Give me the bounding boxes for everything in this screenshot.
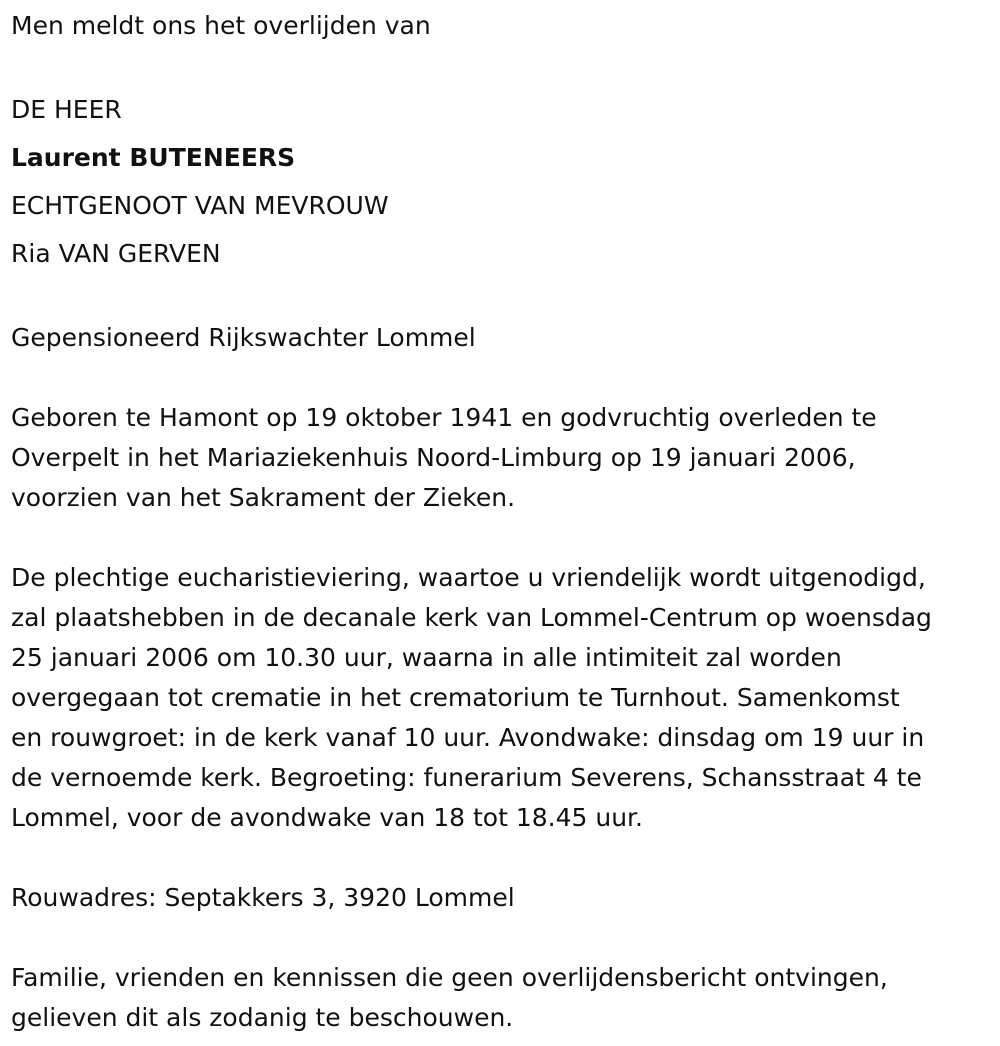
ceremony-paragraph	[11, 558, 996, 838]
ceremony-line: overgegaan tot crematie in het crematorium te Turnhout. Samenkomst	[11, 683, 900, 712]
birth-death-line: Overpelt in het Mariaziekenhuis Noord-Limburg op 19 januari 2006,	[11, 443, 856, 472]
intro-paragraph	[11, 6, 996, 46]
closing-line: gelieven dit als zodanig te beschouwen.	[11, 1003, 514, 1032]
birth-death-paragraph	[11, 398, 996, 518]
ceremony-line: zal plaatshebben in de decanale kerk van Lommel-Centrum op woensdag	[11, 603, 932, 632]
intro-text: Men meldt ons het overlijden van	[11, 11, 431, 40]
spacer	[11, 838, 996, 878]
occupation-text: Gepensioneerd Rijkswachter Lommel	[11, 323, 476, 352]
occupation-paragraph	[11, 318, 996, 358]
spouse-label: ECHTGENOOT VAN MEVROUW	[11, 191, 389, 220]
ceremony-line: De plechtige eucharistieviering, waartoe u vriendelijk wordt uitgenodigd,	[11, 563, 926, 592]
ceremony-line: Lommel, voor de avondwake van 18 tot 18.45 uur.	[11, 803, 643, 832]
title-text: DE HEER	[11, 95, 122, 124]
spacer	[11, 358, 996, 398]
spacer	[11, 278, 996, 318]
birth-death-line: Geboren te Hamont op 19 oktober 1941 en godvruchtig overleden te	[11, 403, 877, 432]
deceased-name: Laurent BUTENEERS	[11, 143, 296, 172]
deceased-block	[11, 86, 996, 278]
spacer	[11, 46, 996, 86]
closing-paragraph	[11, 958, 996, 1038]
address-text: Rouwadres: Septakkers 3, 3920 Lommel	[11, 883, 515, 912]
spacer	[11, 918, 996, 958]
ceremony-line: en rouwgroet: in de kerk vanaf 10 uur. Avondwake: dinsdag om 19 uur in	[11, 723, 925, 752]
ceremony-line: de vernoemde kerk. Begroeting: funerarium Severens, Schansstraat 4 te	[11, 763, 922, 792]
closing-line: Familie, vrienden en kennissen die geen overlijdensbericht ontvingen,	[11, 963, 888, 992]
death-notice	[11, 0, 996, 1038]
ceremony-line: 25 januari 2006 om 10.30 uur, waarna in alle intimiteit zal worden	[11, 643, 842, 672]
birth-death-line: voorzien van het Sakrament der Zieken.	[11, 483, 516, 512]
spouse-name: Ria VAN GERVEN	[11, 239, 221, 268]
spacer	[11, 518, 996, 558]
address-paragraph	[11, 878, 996, 918]
